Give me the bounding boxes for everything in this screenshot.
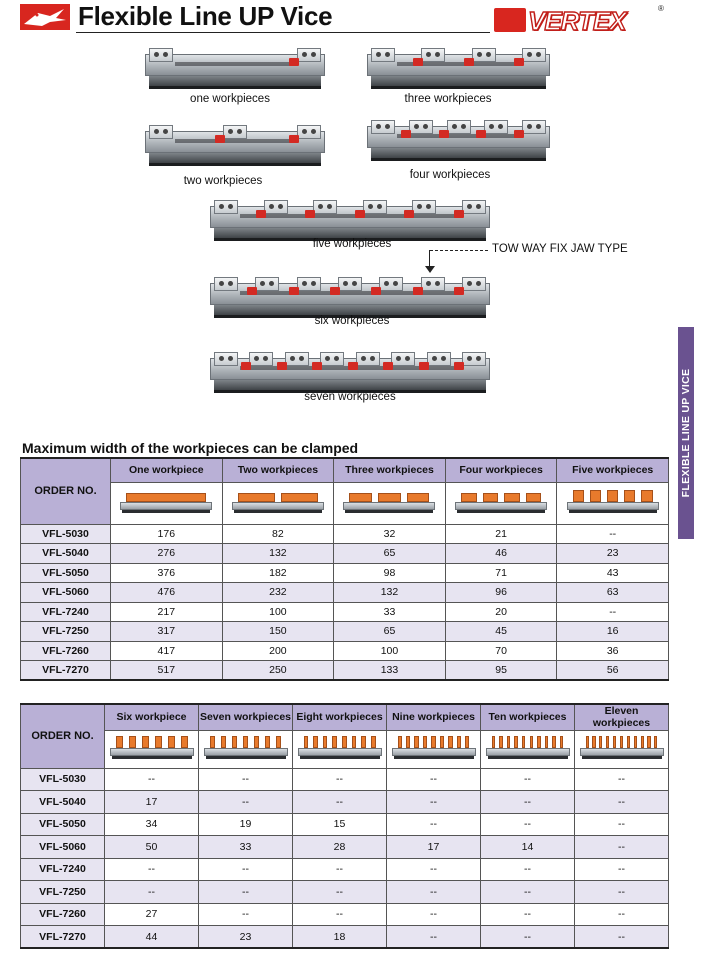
- vice-diagram-icon: [392, 739, 476, 759]
- column-picture: [105, 730, 199, 768]
- column-picture: [111, 482, 223, 524]
- column-picture: [445, 482, 557, 524]
- caption-five: five workpieces: [312, 238, 392, 250]
- width-value: --: [199, 858, 293, 881]
- width-value: 36: [557, 641, 669, 661]
- order-number: VFL-7270: [21, 661, 111, 681]
- brand-name: VERTEX: [528, 6, 626, 36]
- table-row: [21, 881, 669, 904]
- registered-mark: ®: [658, 4, 664, 13]
- width-value: 32: [334, 524, 446, 544]
- width-value: 33: [334, 602, 446, 622]
- order-header: ORDER NO.: [21, 458, 111, 524]
- width-value: --: [575, 926, 669, 949]
- width-value: --: [575, 881, 669, 904]
- vice-diagram-icon: [567, 493, 659, 513]
- column-header: Eight workpieces: [293, 704, 387, 730]
- order-number: VFL-7260: [21, 641, 111, 661]
- vice-image: [367, 48, 550, 90]
- caption-three: three workpieces: [404, 93, 492, 105]
- order-number: VFL-7240: [21, 858, 105, 881]
- width-value: 517: [111, 661, 223, 681]
- table-row: [21, 768, 669, 791]
- width-value: 317: [111, 622, 223, 642]
- table-row: [21, 641, 669, 661]
- width-value: 376: [111, 563, 223, 583]
- order-number: VFL-7250: [21, 881, 105, 904]
- width-value: 27: [105, 903, 199, 926]
- width-value: 70: [445, 641, 557, 661]
- width-value: --: [481, 926, 575, 949]
- width-value: 276: [111, 544, 223, 564]
- width-value: --: [387, 768, 481, 791]
- width-value: --: [199, 768, 293, 791]
- width-value: 98: [334, 563, 446, 583]
- column-picture: [481, 730, 575, 768]
- width-value: --: [387, 858, 481, 881]
- table-row: [21, 583, 669, 603]
- width-value: --: [481, 903, 575, 926]
- page-title: Flexible Line UP Vice: [78, 1, 333, 31]
- column-header: Six workpiece: [105, 704, 199, 730]
- table-row: [21, 791, 669, 814]
- vice-image: [210, 352, 490, 394]
- width-value: 21: [445, 524, 557, 544]
- table-row: [21, 544, 669, 564]
- width-value: --: [575, 791, 669, 814]
- width-value: 14: [481, 836, 575, 859]
- width-value: 232: [222, 583, 334, 603]
- width-value: 250: [222, 661, 334, 681]
- width-value: 182: [222, 563, 334, 583]
- caption-seven: seven workpieces: [304, 391, 396, 403]
- width-value: 63: [557, 583, 669, 603]
- vice-image: [145, 125, 325, 167]
- vice-diagram-icon: [343, 493, 435, 513]
- column-picture: [387, 730, 481, 768]
- column-header: Nine workpieces: [387, 704, 481, 730]
- width-value: --: [199, 903, 293, 926]
- column-header: Two workpieces: [222, 458, 334, 482]
- column-header: Five workpieces: [557, 458, 669, 482]
- width-value: --: [575, 813, 669, 836]
- width-value: 19: [199, 813, 293, 836]
- width-value: --: [199, 791, 293, 814]
- section-title: Maximum width of the workpieces can be clamped: [22, 440, 359, 456]
- table-row: [21, 926, 669, 949]
- width-value: 44: [105, 926, 199, 949]
- table-row: [21, 622, 669, 642]
- brand-logo: [494, 6, 666, 36]
- width-value: 150: [222, 622, 334, 642]
- width-value: 46: [445, 544, 557, 564]
- width-value: --: [293, 768, 387, 791]
- width-value: --: [575, 858, 669, 881]
- caption-four: four workpieces: [409, 169, 491, 181]
- side-tab: [678, 327, 694, 539]
- column-header: Eleven workpieces: [575, 704, 669, 730]
- width-value: --: [481, 858, 575, 881]
- width-value: 65: [334, 622, 446, 642]
- order-number: VFL-5050: [21, 563, 111, 583]
- table-row: [21, 903, 669, 926]
- table-row: [21, 563, 669, 583]
- width-value: 50: [105, 836, 199, 859]
- width-value: --: [387, 903, 481, 926]
- order-header: ORDER NO.: [21, 704, 105, 768]
- eagle-icon: [20, 4, 70, 30]
- callout-line: [430, 250, 488, 251]
- table-row: [21, 602, 669, 622]
- column-picture: [557, 482, 669, 524]
- width-value: --: [481, 813, 575, 836]
- column-picture: [575, 730, 669, 768]
- width-value: 100: [222, 602, 334, 622]
- width-value: 176: [111, 524, 223, 544]
- width-value: 17: [105, 791, 199, 814]
- table-row: [21, 661, 669, 681]
- vice-diagram-icon: [580, 739, 664, 759]
- width-value: 43: [557, 563, 669, 583]
- width-value: 417: [111, 641, 223, 661]
- callout-label: TOW WAY FIX JAW TYPE: [492, 243, 628, 255]
- vice-diagram-icon: [110, 739, 194, 759]
- width-value: --: [557, 524, 669, 544]
- vice-diagram-icon: [204, 739, 288, 759]
- width-value: --: [557, 602, 669, 622]
- width-value: 33: [199, 836, 293, 859]
- width-value: 82: [222, 524, 334, 544]
- width-value: 56: [557, 661, 669, 681]
- width-value: --: [575, 836, 669, 859]
- width-value: --: [105, 768, 199, 791]
- order-number: VFL-5040: [21, 544, 111, 564]
- width-value: --: [293, 791, 387, 814]
- workpiece-table-2: [20, 703, 669, 949]
- width-value: --: [105, 881, 199, 904]
- column-picture: [199, 730, 293, 768]
- order-number: VFL-7240: [21, 602, 111, 622]
- width-value: --: [293, 881, 387, 904]
- column-header: Seven workpieces: [199, 704, 293, 730]
- width-value: --: [575, 903, 669, 926]
- width-value: --: [481, 791, 575, 814]
- width-value: --: [293, 858, 387, 881]
- order-number: VFL-5050: [21, 813, 105, 836]
- side-tab-label: FLEXIBLE LINE UP VICE: [680, 368, 692, 498]
- table-row: [21, 836, 669, 859]
- order-number: VFL-5060: [21, 836, 105, 859]
- column-picture: [293, 730, 387, 768]
- width-value: 71: [445, 563, 557, 583]
- caption-two: two workpieces: [183, 175, 263, 187]
- width-value: --: [481, 768, 575, 791]
- width-value: --: [387, 813, 481, 836]
- workpiece-table-1: [20, 457, 669, 681]
- width-value: --: [105, 858, 199, 881]
- column-header: Ten workpieces: [481, 704, 575, 730]
- width-value: --: [481, 881, 575, 904]
- order-number: VFL-5030: [21, 768, 105, 791]
- width-value: --: [575, 768, 669, 791]
- width-value: --: [293, 903, 387, 926]
- width-value: 28: [293, 836, 387, 859]
- caption-one: one workpieces: [190, 93, 270, 105]
- vice-diagram-icon: [120, 493, 212, 513]
- width-value: 200: [222, 641, 334, 661]
- width-value: 15: [293, 813, 387, 836]
- width-value: --: [387, 926, 481, 949]
- vice-diagram-icon: [298, 739, 382, 759]
- arrow-down-icon: [425, 266, 435, 273]
- order-number: VFL-5060: [21, 583, 111, 603]
- column-header: Three workpieces: [334, 458, 446, 482]
- column-picture: [222, 482, 334, 524]
- vice-image: [367, 120, 550, 162]
- width-value: --: [199, 881, 293, 904]
- order-number: VFL-7270: [21, 926, 105, 949]
- width-value: 132: [334, 583, 446, 603]
- column-picture: [334, 482, 446, 524]
- width-value: 45: [445, 622, 557, 642]
- column-header: Four workpieces: [445, 458, 557, 482]
- width-value: 17: [387, 836, 481, 859]
- column-header: One workpiece: [111, 458, 223, 482]
- width-value: 133: [334, 661, 446, 681]
- width-value: 96: [445, 583, 557, 603]
- width-value: 217: [111, 602, 223, 622]
- width-value: 476: [111, 583, 223, 603]
- width-value: --: [387, 791, 481, 814]
- caption-six: six workpieces: [314, 315, 390, 327]
- brand-mark-icon: [494, 8, 526, 32]
- width-value: 23: [199, 926, 293, 949]
- vice-diagram-icon: [232, 493, 324, 513]
- vice-image: [210, 200, 490, 242]
- title-underline: [76, 32, 490, 33]
- vice-image: [145, 48, 325, 90]
- width-value: 16: [557, 622, 669, 642]
- order-number: VFL-5030: [21, 524, 111, 544]
- width-value: 65: [334, 544, 446, 564]
- width-value: 34: [105, 813, 199, 836]
- order-number: VFL-7250: [21, 622, 111, 642]
- width-value: 132: [222, 544, 334, 564]
- width-value: 20: [445, 602, 557, 622]
- width-value: 23: [557, 544, 669, 564]
- vice-diagram-icon: [455, 493, 547, 513]
- vice-image: [210, 277, 490, 319]
- width-value: 18: [293, 926, 387, 949]
- width-value: 95: [445, 661, 557, 681]
- width-value: --: [387, 881, 481, 904]
- vice-diagram-icon: [486, 739, 570, 759]
- table-row: [21, 524, 669, 544]
- order-number: VFL-7260: [21, 903, 105, 926]
- order-number: VFL-5040: [21, 791, 105, 814]
- table-row: [21, 858, 669, 881]
- width-value: 100: [334, 641, 446, 661]
- table-row: [21, 813, 669, 836]
